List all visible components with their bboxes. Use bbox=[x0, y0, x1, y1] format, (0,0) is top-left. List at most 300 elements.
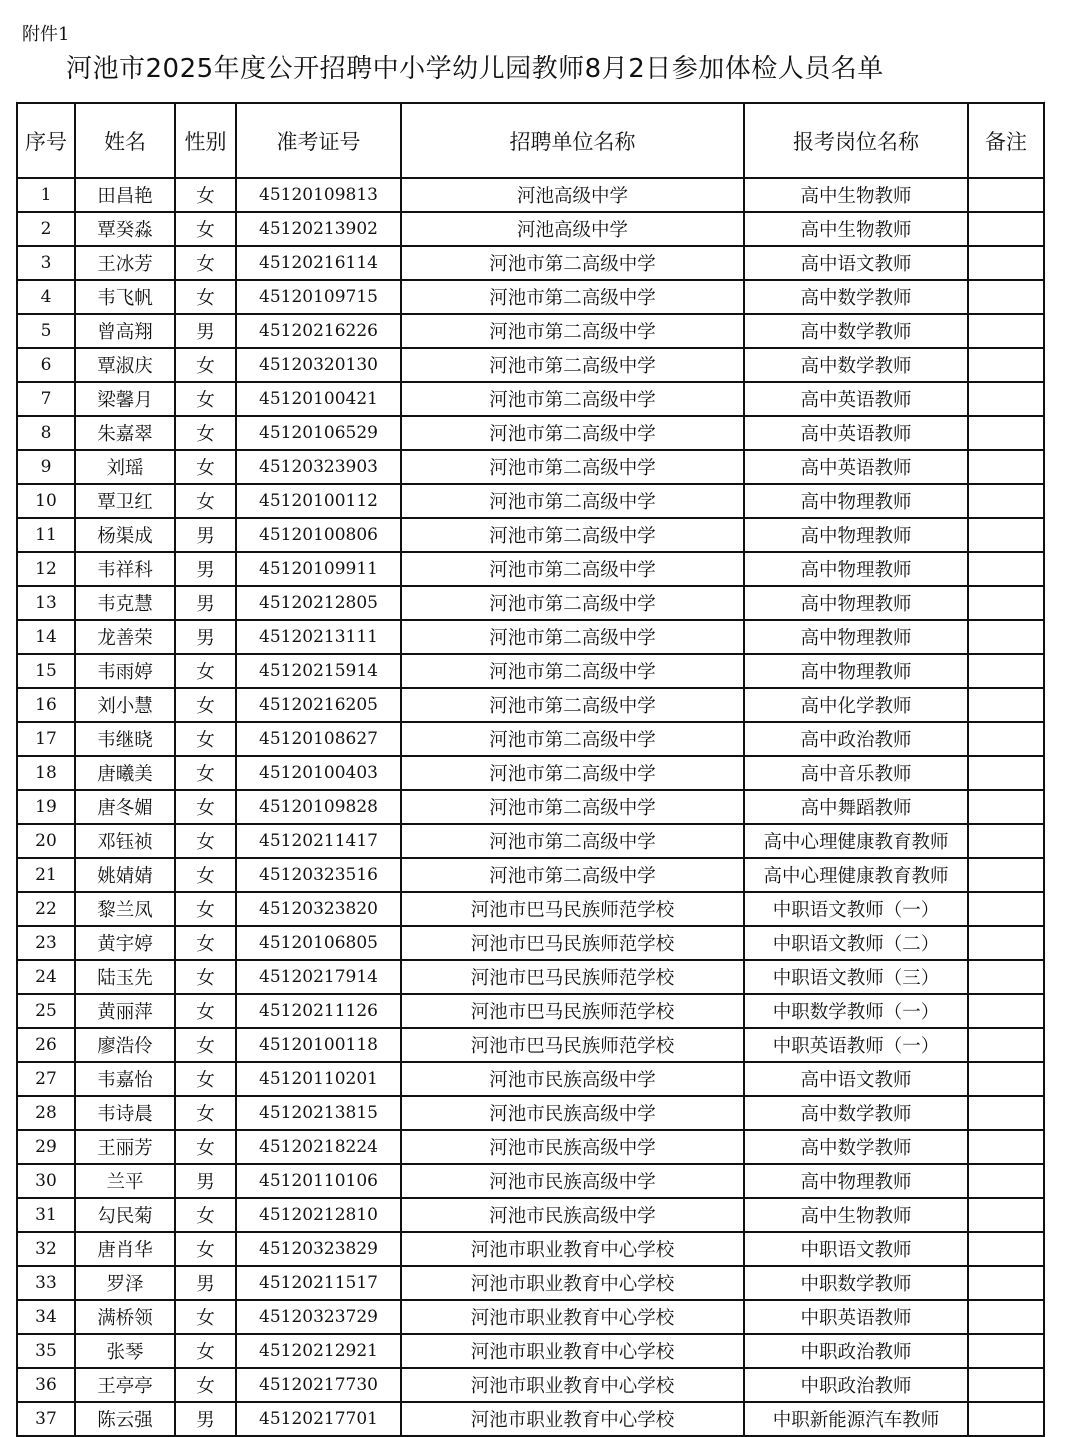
cell-gender: 男 bbox=[175, 1266, 236, 1300]
cell-seq: 8 bbox=[17, 416, 75, 450]
cell-name: 张琴 bbox=[75, 1334, 175, 1368]
cell-name: 韦继晓 bbox=[75, 722, 175, 756]
cell-gender: 女 bbox=[175, 212, 236, 246]
cell-remarks bbox=[968, 348, 1044, 382]
cell-unit: 河池市第二高级中学 bbox=[401, 280, 744, 314]
cell-unit: 河池市第二高级中学 bbox=[401, 654, 744, 688]
cell-unit: 河池市第二高级中学 bbox=[401, 756, 744, 790]
cell-name: 韦雨婷 bbox=[75, 654, 175, 688]
cell-seq: 37 bbox=[17, 1402, 75, 1436]
table-row bbox=[17, 178, 1044, 212]
cell-unit: 河池市民族高级中学 bbox=[401, 1198, 744, 1232]
table-row bbox=[17, 382, 1044, 416]
table-row bbox=[17, 858, 1044, 892]
cell-position: 高中物理教师 bbox=[744, 518, 968, 552]
cell-remarks bbox=[968, 1266, 1044, 1300]
cell-position: 高中数学教师 bbox=[744, 280, 968, 314]
cell-remarks bbox=[968, 1334, 1044, 1368]
cell-seq: 31 bbox=[17, 1198, 75, 1232]
cell-exam-id: 45120212921 bbox=[236, 1334, 401, 1368]
cell-unit: 河池市职业教育中心学校 bbox=[401, 1402, 744, 1436]
header-position: 报考岗位名称 bbox=[744, 103, 968, 178]
cell-position: 高中物理教师 bbox=[744, 586, 968, 620]
cell-unit: 河池市民族高级中学 bbox=[401, 1130, 744, 1164]
cell-seq: 15 bbox=[17, 654, 75, 688]
cell-position: 高中语文教师 bbox=[744, 1062, 968, 1096]
table-row bbox=[17, 960, 1044, 994]
cell-seq: 6 bbox=[17, 348, 75, 382]
cell-seq: 4 bbox=[17, 280, 75, 314]
cell-exam-id: 45120110201 bbox=[236, 1062, 401, 1096]
cell-exam-id: 45120217701 bbox=[236, 1402, 401, 1436]
cell-unit: 河池市巴马民族师范学校 bbox=[401, 994, 744, 1028]
cell-gender: 女 bbox=[175, 892, 236, 926]
header-remarks: 备注 bbox=[968, 103, 1044, 178]
cell-remarks bbox=[968, 620, 1044, 654]
cell-gender: 女 bbox=[175, 1198, 236, 1232]
cell-position: 高中数学教师 bbox=[744, 1130, 968, 1164]
cell-name: 王丽芳 bbox=[75, 1130, 175, 1164]
cell-seq: 36 bbox=[17, 1368, 75, 1402]
cell-position: 高中心理健康教育教师 bbox=[744, 824, 968, 858]
cell-gender: 女 bbox=[175, 960, 236, 994]
cell-seq: 17 bbox=[17, 722, 75, 756]
cell-gender: 女 bbox=[175, 688, 236, 722]
table-row bbox=[17, 824, 1044, 858]
cell-seq: 32 bbox=[17, 1232, 75, 1266]
table-row bbox=[17, 314, 1044, 348]
cell-unit: 河池市巴马民族师范学校 bbox=[401, 926, 744, 960]
cell-gender: 男 bbox=[175, 314, 236, 348]
cell-remarks bbox=[968, 756, 1044, 790]
table-row bbox=[17, 892, 1044, 926]
cell-unit: 河池高级中学 bbox=[401, 178, 744, 212]
cell-remarks bbox=[968, 1130, 1044, 1164]
table-row bbox=[17, 994, 1044, 1028]
cell-position: 高中英语教师 bbox=[744, 450, 968, 484]
cell-gender: 女 bbox=[175, 1096, 236, 1130]
cell-unit: 河池市第二高级中学 bbox=[401, 382, 744, 416]
cell-name: 杨渠成 bbox=[75, 518, 175, 552]
table-row bbox=[17, 722, 1044, 756]
cell-seq: 24 bbox=[17, 960, 75, 994]
table-row bbox=[17, 1028, 1044, 1062]
cell-unit: 河池市巴马民族师范学校 bbox=[401, 1028, 744, 1062]
table-row bbox=[17, 1266, 1044, 1300]
cell-seq: 33 bbox=[17, 1266, 75, 1300]
cell-exam-id: 45120216226 bbox=[236, 314, 401, 348]
cell-name: 黎兰凤 bbox=[75, 892, 175, 926]
cell-seq: 10 bbox=[17, 484, 75, 518]
cell-position: 高中生物教师 bbox=[744, 212, 968, 246]
table-row bbox=[17, 348, 1044, 382]
cell-seq: 7 bbox=[17, 382, 75, 416]
cell-unit: 河池市巴马民族师范学校 bbox=[401, 960, 744, 994]
cell-unit: 河池市第二高级中学 bbox=[401, 620, 744, 654]
cell-unit: 河池市职业教育中心学校 bbox=[401, 1300, 744, 1334]
cell-position: 高中政治教师 bbox=[744, 722, 968, 756]
cell-unit: 河池市第二高级中学 bbox=[401, 416, 744, 450]
cell-name: 黄丽萍 bbox=[75, 994, 175, 1028]
cell-exam-id: 45120106529 bbox=[236, 416, 401, 450]
cell-exam-id: 45120211417 bbox=[236, 824, 401, 858]
cell-position: 中职英语教师 bbox=[744, 1300, 968, 1334]
cell-unit: 河池市第二高级中学 bbox=[401, 722, 744, 756]
cell-name: 韦克慧 bbox=[75, 586, 175, 620]
cell-name: 兰平 bbox=[75, 1164, 175, 1198]
cell-unit: 河池市第二高级中学 bbox=[401, 858, 744, 892]
cell-unit: 河池市第二高级中学 bbox=[401, 450, 744, 484]
cell-name: 王冰芳 bbox=[75, 246, 175, 280]
cell-remarks bbox=[968, 824, 1044, 858]
cell-unit: 河池市第二高级中学 bbox=[401, 586, 744, 620]
cell-exam-id: 45120211126 bbox=[236, 994, 401, 1028]
cell-exam-id: 45120100421 bbox=[236, 382, 401, 416]
cell-position: 高中物理教师 bbox=[744, 654, 968, 688]
cell-gender: 女 bbox=[175, 790, 236, 824]
cell-exam-id: 45120323820 bbox=[236, 892, 401, 926]
cell-exam-id: 45120323729 bbox=[236, 1300, 401, 1334]
cell-seq: 26 bbox=[17, 1028, 75, 1062]
cell-name: 廖浩伶 bbox=[75, 1028, 175, 1062]
cell-position: 高中物理教师 bbox=[744, 552, 968, 586]
cell-remarks bbox=[968, 1096, 1044, 1130]
cell-exam-id: 45120218224 bbox=[236, 1130, 401, 1164]
cell-exam-id: 45120106805 bbox=[236, 926, 401, 960]
table-row bbox=[17, 790, 1044, 824]
cell-exam-id: 45120213902 bbox=[236, 212, 401, 246]
cell-position: 中职语文教师（二） bbox=[744, 926, 968, 960]
cell-exam-id: 45120320130 bbox=[236, 348, 401, 382]
cell-unit: 河池市第二高级中学 bbox=[401, 790, 744, 824]
cell-unit: 河池高级中学 bbox=[401, 212, 744, 246]
cell-position: 高中物理教师 bbox=[744, 1164, 968, 1198]
cell-remarks bbox=[968, 314, 1044, 348]
cell-exam-id: 45120100806 bbox=[236, 518, 401, 552]
table-row bbox=[17, 1062, 1044, 1096]
cell-exam-id: 45120323829 bbox=[236, 1232, 401, 1266]
cell-position: 高中英语教师 bbox=[744, 416, 968, 450]
cell-remarks bbox=[968, 178, 1044, 212]
cell-name: 陈云强 bbox=[75, 1402, 175, 1436]
cell-position: 中职语文教师（三） bbox=[744, 960, 968, 994]
cell-position: 高中语文教师 bbox=[744, 246, 968, 280]
cell-gender: 男 bbox=[175, 586, 236, 620]
cell-remarks bbox=[968, 1232, 1044, 1266]
cell-exam-id: 45120100403 bbox=[236, 756, 401, 790]
cell-seq: 34 bbox=[17, 1300, 75, 1334]
cell-remarks bbox=[968, 382, 1044, 416]
cell-seq: 14 bbox=[17, 620, 75, 654]
cell-remarks bbox=[968, 892, 1044, 926]
cell-exam-id: 45120109715 bbox=[236, 280, 401, 314]
header-unit: 招聘单位名称 bbox=[401, 103, 744, 178]
cell-gender: 女 bbox=[175, 280, 236, 314]
cell-gender: 男 bbox=[175, 518, 236, 552]
cell-name: 唐曦美 bbox=[75, 756, 175, 790]
cell-name: 罗泽 bbox=[75, 1266, 175, 1300]
cell-name: 朱嘉翠 bbox=[75, 416, 175, 450]
cell-exam-id: 45120216114 bbox=[236, 246, 401, 280]
cell-gender: 女 bbox=[175, 756, 236, 790]
table-row bbox=[17, 552, 1044, 586]
cell-name: 黄宇婷 bbox=[75, 926, 175, 960]
cell-unit: 河池市职业教育中心学校 bbox=[401, 1334, 744, 1368]
cell-remarks bbox=[968, 212, 1044, 246]
cell-position: 高中数学教师 bbox=[744, 314, 968, 348]
cell-seq: 29 bbox=[17, 1130, 75, 1164]
cell-name: 勾民菊 bbox=[75, 1198, 175, 1232]
cell-unit: 河池市第二高级中学 bbox=[401, 518, 744, 552]
cell-name: 满桥领 bbox=[75, 1300, 175, 1334]
cell-name: 姚婧婧 bbox=[75, 858, 175, 892]
cell-seq: 20 bbox=[17, 824, 75, 858]
cell-position: 中职数学教师（一） bbox=[744, 994, 968, 1028]
cell-name: 田昌艳 bbox=[75, 178, 175, 212]
cell-exam-id: 45120213815 bbox=[236, 1096, 401, 1130]
cell-remarks bbox=[968, 654, 1044, 688]
table-row bbox=[17, 1300, 1044, 1334]
cell-name: 邓钰祯 bbox=[75, 824, 175, 858]
header-name: 姓名 bbox=[75, 103, 175, 178]
table-row bbox=[17, 586, 1044, 620]
cell-remarks bbox=[968, 790, 1044, 824]
table-row bbox=[17, 484, 1044, 518]
cell-seq: 16 bbox=[17, 688, 75, 722]
cell-position: 高中舞蹈教师 bbox=[744, 790, 968, 824]
table-row bbox=[17, 1130, 1044, 1164]
cell-name: 覃卫红 bbox=[75, 484, 175, 518]
header-exam-id: 准考证号 bbox=[236, 103, 401, 178]
cell-seq: 27 bbox=[17, 1062, 75, 1096]
cell-unit: 河池市职业教育中心学校 bbox=[401, 1232, 744, 1266]
cell-gender: 女 bbox=[175, 1130, 236, 1164]
cell-seq: 3 bbox=[17, 246, 75, 280]
cell-name: 韦嘉怡 bbox=[75, 1062, 175, 1096]
cell-position: 中职新能源汽车教师 bbox=[744, 1402, 968, 1436]
cell-remarks bbox=[968, 1028, 1044, 1062]
table-row bbox=[17, 1368, 1044, 1402]
cell-seq: 2 bbox=[17, 212, 75, 246]
cell-remarks bbox=[968, 450, 1044, 484]
header-seq: 序号 bbox=[17, 103, 75, 178]
cell-seq: 35 bbox=[17, 1334, 75, 1368]
cell-remarks bbox=[968, 552, 1044, 586]
cell-position: 中职数学教师 bbox=[744, 1266, 968, 1300]
cell-name: 龙善荣 bbox=[75, 620, 175, 654]
cell-seq: 19 bbox=[17, 790, 75, 824]
cell-unit: 河池市第二高级中学 bbox=[401, 688, 744, 722]
cell-name: 梁馨月 bbox=[75, 382, 175, 416]
cell-seq: 11 bbox=[17, 518, 75, 552]
table-row bbox=[17, 280, 1044, 314]
cell-position: 高中音乐教师 bbox=[744, 756, 968, 790]
cell-exam-id: 45120323903 bbox=[236, 450, 401, 484]
cell-gender: 女 bbox=[175, 416, 236, 450]
cell-position: 中职英语教师（一） bbox=[744, 1028, 968, 1062]
cell-gender: 女 bbox=[175, 1368, 236, 1402]
attachment-label: 附件1 bbox=[22, 24, 70, 45]
cell-seq: 30 bbox=[17, 1164, 75, 1198]
cell-gender: 男 bbox=[175, 620, 236, 654]
cell-name: 刘瑶 bbox=[75, 450, 175, 484]
cell-exam-id: 45120217914 bbox=[236, 960, 401, 994]
cell-seq: 22 bbox=[17, 892, 75, 926]
table-row bbox=[17, 212, 1044, 246]
cell-remarks bbox=[968, 960, 1044, 994]
cell-exam-id: 45120212805 bbox=[236, 586, 401, 620]
cell-position: 中职语文教师（一） bbox=[744, 892, 968, 926]
cell-position: 高中英语教师 bbox=[744, 382, 968, 416]
cell-gender: 女 bbox=[175, 1062, 236, 1096]
table-row bbox=[17, 450, 1044, 484]
cell-seq: 5 bbox=[17, 314, 75, 348]
cell-gender: 男 bbox=[175, 1164, 236, 1198]
cell-remarks bbox=[968, 688, 1044, 722]
cell-remarks bbox=[968, 1300, 1044, 1334]
cell-seq: 28 bbox=[17, 1096, 75, 1130]
cell-position: 高中数学教师 bbox=[744, 1096, 968, 1130]
cell-unit: 河池市第二高级中学 bbox=[401, 348, 744, 382]
cell-exam-id: 45120100112 bbox=[236, 484, 401, 518]
cell-gender: 女 bbox=[175, 246, 236, 280]
cell-name: 唐肖华 bbox=[75, 1232, 175, 1266]
cell-unit: 河池市第二高级中学 bbox=[401, 552, 744, 586]
cell-gender: 男 bbox=[175, 1402, 236, 1436]
cell-seq: 18 bbox=[17, 756, 75, 790]
header-gender: 性别 bbox=[175, 103, 236, 178]
cell-name: 刘小慧 bbox=[75, 688, 175, 722]
cell-exam-id: 45120213111 bbox=[236, 620, 401, 654]
cell-exam-id: 45120212810 bbox=[236, 1198, 401, 1232]
cell-unit: 河池市第二高级中学 bbox=[401, 824, 744, 858]
cell-exam-id: 45120109813 bbox=[236, 178, 401, 212]
table-row bbox=[17, 926, 1044, 960]
table-row bbox=[17, 246, 1044, 280]
cell-gender: 男 bbox=[175, 552, 236, 586]
cell-name: 王亭亭 bbox=[75, 1368, 175, 1402]
cell-unit: 河池市巴马民族师范学校 bbox=[401, 892, 744, 926]
cell-seq: 23 bbox=[17, 926, 75, 960]
cell-gender: 女 bbox=[175, 722, 236, 756]
cell-remarks bbox=[968, 1368, 1044, 1402]
cell-name: 韦飞帆 bbox=[75, 280, 175, 314]
cell-position: 高中物理教师 bbox=[744, 620, 968, 654]
cell-position: 高中化学教师 bbox=[744, 688, 968, 722]
cell-seq: 21 bbox=[17, 858, 75, 892]
cell-seq: 1 bbox=[17, 178, 75, 212]
table-row bbox=[17, 654, 1044, 688]
table-row bbox=[17, 756, 1044, 790]
cell-seq: 13 bbox=[17, 586, 75, 620]
cell-gender: 女 bbox=[175, 858, 236, 892]
cell-unit: 河池市第二高级中学 bbox=[401, 314, 744, 348]
cell-unit: 河池市第二高级中学 bbox=[401, 246, 744, 280]
cell-name: 陆玉先 bbox=[75, 960, 175, 994]
table-row bbox=[17, 518, 1044, 552]
cell-seq: 9 bbox=[17, 450, 75, 484]
cell-remarks bbox=[968, 858, 1044, 892]
cell-exam-id: 45120215914 bbox=[236, 654, 401, 688]
cell-gender: 女 bbox=[175, 926, 236, 960]
cell-remarks bbox=[968, 722, 1044, 756]
cell-exam-id: 45120217730 bbox=[236, 1368, 401, 1402]
cell-position: 高中生物教师 bbox=[744, 178, 968, 212]
cell-seq: 25 bbox=[17, 994, 75, 1028]
table-row bbox=[17, 620, 1044, 654]
table-row bbox=[17, 1164, 1044, 1198]
cell-exam-id: 45120109911 bbox=[236, 552, 401, 586]
cell-exam-id: 45120100118 bbox=[236, 1028, 401, 1062]
cell-remarks bbox=[968, 416, 1044, 450]
cell-remarks bbox=[968, 246, 1044, 280]
cell-remarks bbox=[968, 1198, 1044, 1232]
cell-remarks bbox=[968, 280, 1044, 314]
cell-unit: 河池市民族高级中学 bbox=[401, 1062, 744, 1096]
cell-seq: 12 bbox=[17, 552, 75, 586]
cell-name: 覃癸淼 bbox=[75, 212, 175, 246]
table-row bbox=[17, 688, 1044, 722]
table-header-row bbox=[17, 103, 1044, 178]
cell-gender: 女 bbox=[175, 382, 236, 416]
document-title: 河池市2025年度公开招聘中小学幼儿园教师8月2日参加体检人员名单 bbox=[66, 54, 884, 84]
cell-unit: 河池市民族高级中学 bbox=[401, 1164, 744, 1198]
cell-unit: 河池市第二高级中学 bbox=[401, 484, 744, 518]
cell-gender: 女 bbox=[175, 1028, 236, 1062]
cell-exam-id: 45120108627 bbox=[236, 722, 401, 756]
cell-gender: 女 bbox=[175, 654, 236, 688]
cell-remarks bbox=[968, 1164, 1044, 1198]
cell-name: 韦祥科 bbox=[75, 552, 175, 586]
cell-name: 覃淑庆 bbox=[75, 348, 175, 382]
table-row bbox=[17, 1232, 1044, 1266]
cell-position: 高中心理健康教育教师 bbox=[744, 858, 968, 892]
cell-position: 高中物理教师 bbox=[744, 484, 968, 518]
cell-name: 唐冬媚 bbox=[75, 790, 175, 824]
table-row bbox=[17, 1198, 1044, 1232]
cell-gender: 女 bbox=[175, 824, 236, 858]
cell-exam-id: 45120109828 bbox=[236, 790, 401, 824]
cell-remarks bbox=[968, 586, 1044, 620]
cell-gender: 女 bbox=[175, 450, 236, 484]
cell-gender: 女 bbox=[175, 1300, 236, 1334]
cell-remarks bbox=[968, 484, 1044, 518]
cell-position: 高中数学教师 bbox=[744, 348, 968, 382]
table-row bbox=[17, 1096, 1044, 1130]
cell-position: 中职政治教师 bbox=[744, 1368, 968, 1402]
cell-gender: 女 bbox=[175, 348, 236, 382]
cell-exam-id: 45120323516 bbox=[236, 858, 401, 892]
cell-name: 韦诗晨 bbox=[75, 1096, 175, 1130]
cell-remarks bbox=[968, 994, 1044, 1028]
cell-position: 中职政治教师 bbox=[744, 1334, 968, 1368]
cell-gender: 女 bbox=[175, 1334, 236, 1368]
candidate-table bbox=[16, 102, 1045, 1437]
cell-unit: 河池市职业教育中心学校 bbox=[401, 1368, 744, 1402]
cell-gender: 女 bbox=[175, 1232, 236, 1266]
cell-gender: 女 bbox=[175, 484, 236, 518]
table-row bbox=[17, 416, 1044, 450]
cell-position: 高中生物教师 bbox=[744, 1198, 968, 1232]
table-row bbox=[17, 1334, 1044, 1368]
cell-exam-id: 45120211517 bbox=[236, 1266, 401, 1300]
cell-gender: 女 bbox=[175, 994, 236, 1028]
cell-remarks bbox=[968, 1062, 1044, 1096]
cell-position: 中职语文教师 bbox=[744, 1232, 968, 1266]
cell-name: 曾高翔 bbox=[75, 314, 175, 348]
cell-remarks bbox=[968, 518, 1044, 552]
cell-unit: 河池市职业教育中心学校 bbox=[401, 1266, 744, 1300]
